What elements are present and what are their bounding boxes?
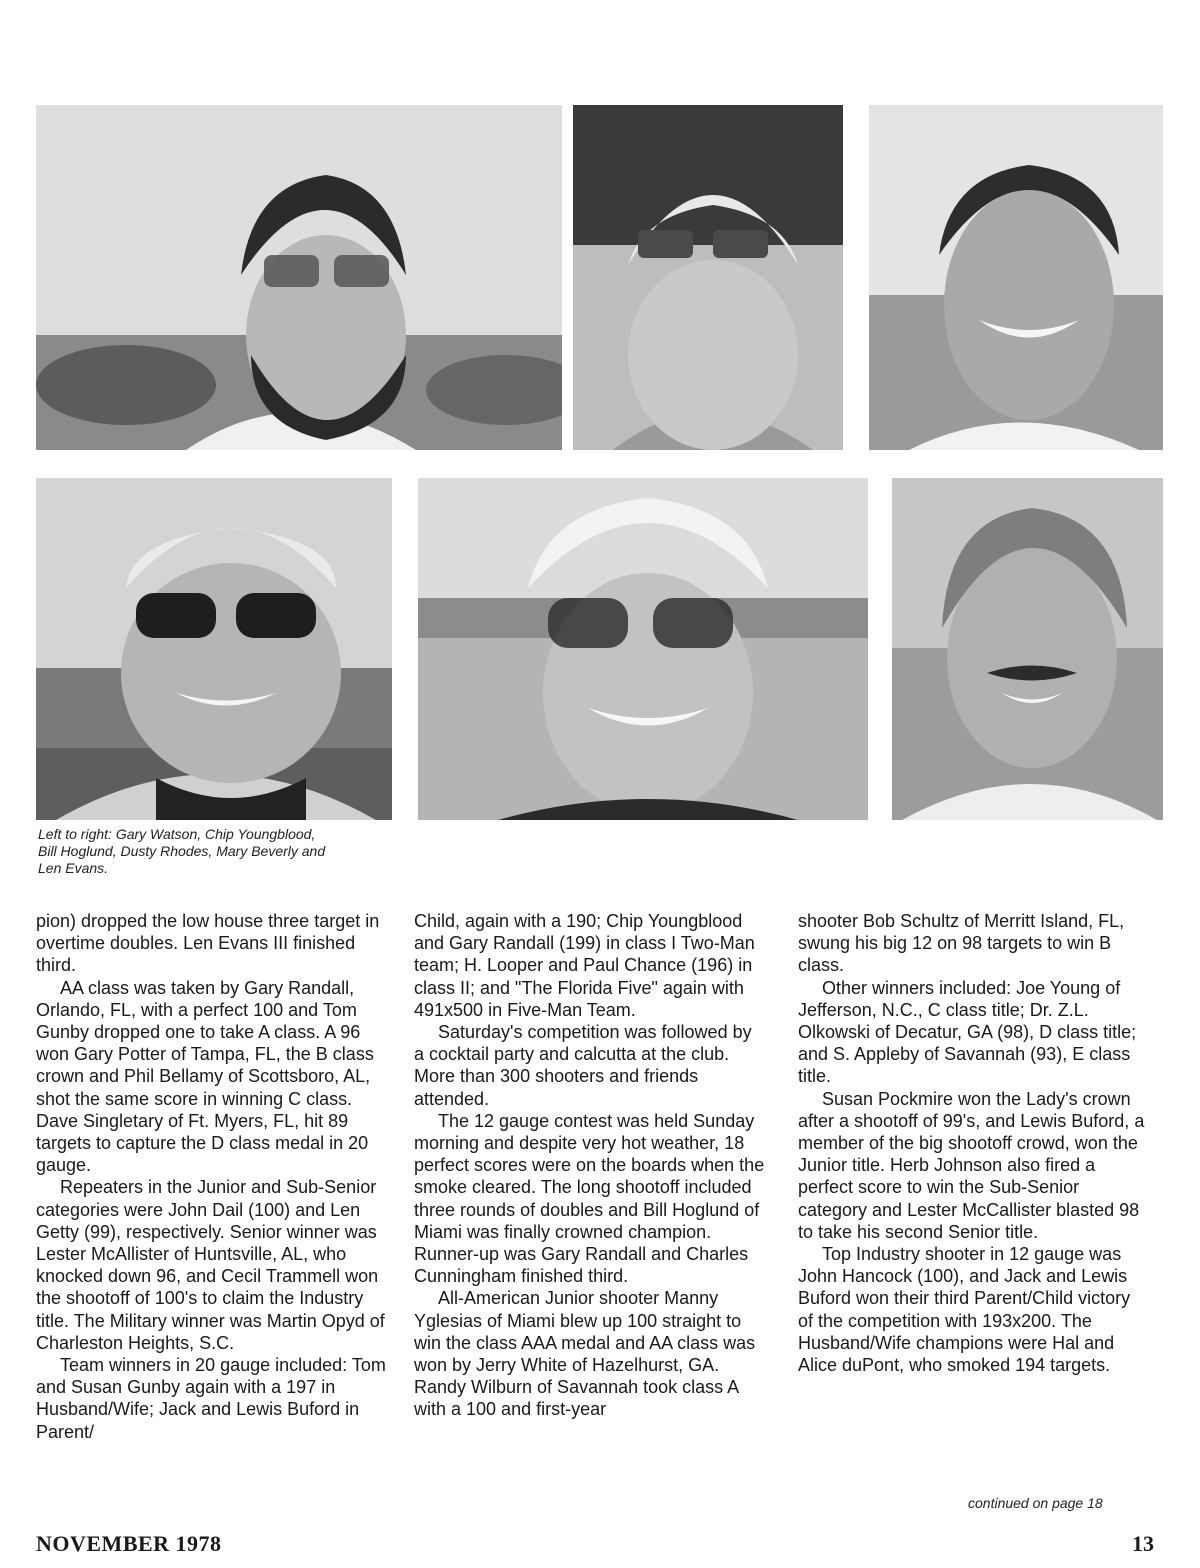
paragraph: Repeaters in the Junior and Sub-Senior categories were John Dail (100) and Len Getty (99), respectively. Senior winner was Lester McAllister of Huntsville, AL, who knocked down 96, and Cecil Trammell won the shootoff of 100's to claim the Industry title. The Military winner was Martin Opyd of Charleston Heights, S.C.	[36, 1177, 385, 1353]
paragraph: All-American Junior shooter Manny Yglesias of Miami blew up 100 straight to win the class AAA medal and AA class was won by Jerry White of Hazelhurst, GA. Randy Wilburn of Savannah took class A with a 100 and first-year	[414, 1288, 756, 1420]
issue-date: NOVEMBER 1978	[36, 1531, 222, 1556]
paragraph: Other winners included: Joe Young of Jefferson, N.C., C class title; Dr. Z.L. Olkowski of Decatur, GA (98), D class title; and S. Appleby of Savannah (93), E class title.	[798, 977, 1137, 1087]
page-number: 13	[1132, 1531, 1154, 1556]
paragraph: Team winners in 20 gauge included: Tom and Susan Gunby again with a 197 in Husband/Wife; Jack and Lewis Buford in Parent/	[36, 1355, 386, 1442]
paragraph: AA class was taken by Gary Randall, Orlando, FL, with a perfect 100 and Tom Gunby dropped one to take A class. A 96 won Gary Potter of Tampa, FL, the B class crown and Phil Bellamy of Scottsboro, AL, shot the same score in winning C class. Dave Singletary of Ft. Myers, FL, hit 89 targets to capture the D class medal in 20 gauge.	[36, 977, 374, 1176]
paragraph: The 12 gauge contest was held Sunday morning and despite very hot weather, 18 perfect scores were on the boards when the smoke cleared. The long shootoff included three rounds of doubles and Bill Hoglund of Miami was finally crowned champion. Runner-up was Gary Randall and Charles Cunningham finished third.	[414, 1110, 765, 1287]
photo-gary-watson	[36, 105, 562, 450]
paragraph: pion) dropped the low house three target in overtime doubles. Len Evans III finished third.	[36, 911, 380, 976]
caption-line: Len Evans.	[38, 860, 109, 876]
article-column-2	[414, 910, 766, 1421]
photo-chip-youngblood	[573, 105, 843, 450]
caption-line: Left to right: Gary Watson, Chip Youngblood,	[38, 826, 316, 842]
article-column-3	[798, 910, 1150, 1376]
photo-bill-hoglund	[869, 105, 1163, 450]
photo-caption	[38, 826, 438, 877]
photo-mary-beverly	[418, 478, 868, 820]
photo-dusty-rhodes	[36, 478, 392, 820]
photo-len-evans	[892, 478, 1163, 820]
caption-line: Bill Hoglund, Dusty Rhodes, Mary Beverly and	[38, 843, 326, 859]
paragraph: Top Industry shooter in 12 gauge was John Hancock (100), and Jack and Lewis Buford won their third Parent/Child victory of the competition with 193x200. The Husband/Wife champions were Hal and Alice duPont, who smoked 194 targets.	[798, 1244, 1131, 1376]
paragraph: Saturday's competition was followed by a cocktail party and calcutta at the club. More than 300 shooters and friends attended.	[414, 1022, 752, 1109]
paragraph: Susan Pockmire won the Lady's crown after a shootoff of 99's, and Lewis Buford, a member of the big shootoff crowd, won the Junior title. Herb Johnson also fired a perfect score to win the Sub-Senior category and Lester McCallister blasted 98 to take his second Senior title.	[798, 1088, 1145, 1242]
article-column-1	[36, 910, 388, 1443]
paragraph: Child, again with a 190; Chip Youngblood and Gary Randall (199) in class I Two-Man team; H. Looper and Paul Chance (196) in class II; and "The Florida Five" again with 491x500 in Five-Man Team.	[414, 911, 755, 1020]
continued-note: continued on page 18	[968, 1495, 1103, 1511]
paragraph: shooter Bob Schultz of Merritt Island, FL, swung his big 12 on 98 targets to win B class.	[798, 911, 1125, 976]
